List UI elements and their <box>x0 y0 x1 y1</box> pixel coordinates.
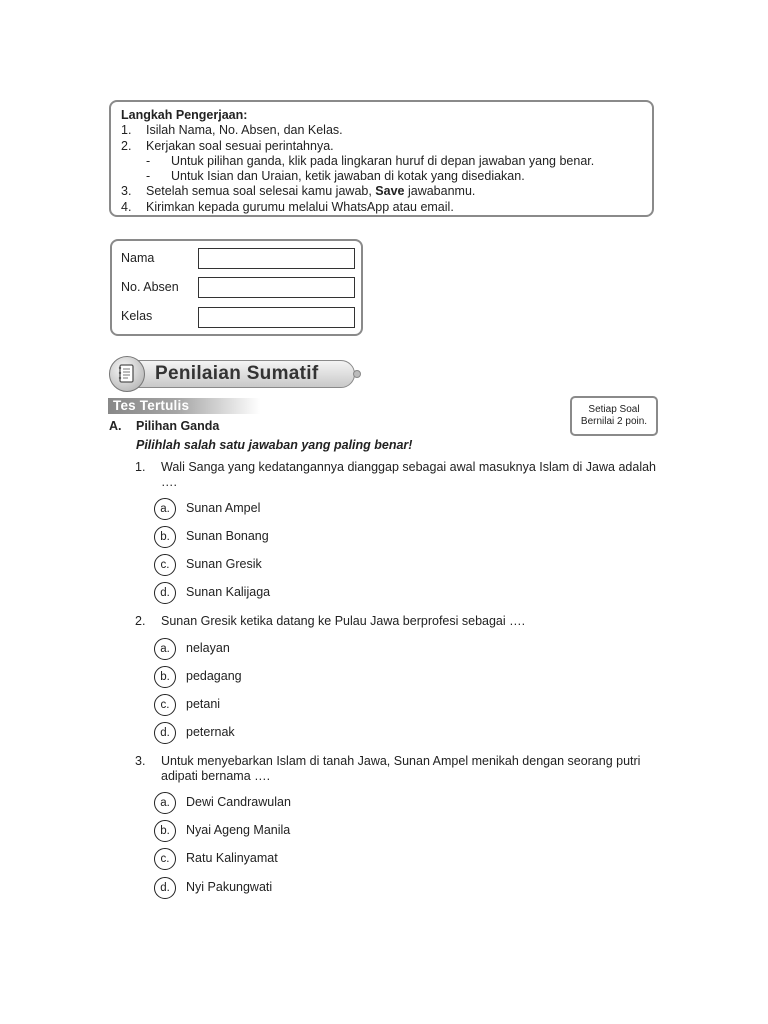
notebook-icon <box>109 356 145 392</box>
step-4 <box>121 200 642 215</box>
question-number: 2. <box>135 614 146 628</box>
instructions-box <box>109 100 654 217</box>
step-text: Kirimkan kepada gurumu melalui WhatsApp atau email. <box>146 199 454 214</box>
option-text: Dewi Candrawulan <box>186 795 291 809</box>
option-circle[interactable]: b. <box>154 526 176 548</box>
step-number: 4. <box>121 199 132 214</box>
question-number: 1. <box>135 460 146 474</box>
option-text: pedagang <box>186 669 242 683</box>
name-label: Nama <box>121 251 155 265</box>
option-circle[interactable]: c. <box>154 554 176 576</box>
option-circle[interactable]: a. <box>154 498 176 520</box>
substep-2 <box>121 169 642 184</box>
step-2 <box>121 139 642 154</box>
option-text: Sunan Bonang <box>186 529 269 543</box>
step-number: 1. <box>121 123 132 138</box>
absen-field[interactable] <box>198 277 355 298</box>
option-text: nelayan <box>186 641 230 655</box>
section-letter: A. <box>109 419 122 433</box>
option-text: petani <box>186 697 221 711</box>
option-text: Sunan Ampel <box>186 501 261 515</box>
question-number: 3. <box>135 754 146 768</box>
step-text-after: jawabanmu. <box>404 184 476 199</box>
points-line-1: Setiap Soal <box>588 404 640 415</box>
step-text-bold: Save <box>375 184 405 199</box>
substep-text: Untuk Isian dan Uraian, ketik jawaban di kotak yang disediakan. <box>171 169 525 184</box>
option-text: Sunan Gresik <box>186 557 262 571</box>
identity-box <box>110 239 363 336</box>
substep-dash: - <box>146 169 151 184</box>
subheading-text: Tes Tertulis <box>113 398 190 413</box>
option-circle[interactable]: a. <box>154 638 176 660</box>
option-text: Sunan Kalijaga <box>186 585 271 599</box>
step-1 <box>121 123 642 138</box>
option-circle[interactable]: b. <box>154 666 176 688</box>
question-text: Untuk menyebarkan Islam di tanah Jawa, Sunan Ampel menikah dengan seorang putri adipati bernama …. <box>161 754 641 783</box>
option-circle[interactable]: c. <box>154 694 176 716</box>
section-title: Pilihan Ganda <box>136 419 220 433</box>
points-box <box>570 396 658 436</box>
absen-label: No. Absen <box>121 280 179 294</box>
option-text: peternak <box>186 725 235 739</box>
step-text-before: Setelah semua soal selesai kamu jawab, <box>146 184 376 199</box>
step-text <box>146 184 475 199</box>
instructions-title: Langkah Pengerjaan: <box>121 108 248 122</box>
banner-dot <box>353 370 361 378</box>
question-text: Wali Sanga yang kedatangannya dianggap sebagai awal masuknya Islam di Jawa adalah …. <box>161 460 657 489</box>
option-text: Ratu Kalinyamat <box>186 851 278 865</box>
option-circle[interactable]: d. <box>154 582 176 604</box>
substep-1 <box>121 154 642 169</box>
step-number: 2. <box>121 138 132 153</box>
option-circle[interactable]: d. <box>154 877 176 899</box>
step-number: 3. <box>121 184 132 199</box>
step-text: Kerjakan soal sesuai perintahnya. <box>146 138 334 153</box>
banner-title: Penilaian Sumatif <box>155 363 319 384</box>
option-circle[interactable]: b. <box>154 820 176 842</box>
name-field[interactable] <box>198 248 355 269</box>
section-banner <box>109 356 361 392</box>
section-instruction: Pilihlah salah satu jawaban yang paling benar! <box>136 438 413 452</box>
option-text: Nyai Ageng Manila <box>186 823 291 837</box>
step-text: Isilah Nama, No. Absen, dan Kelas. <box>146 123 343 138</box>
subheading-strip <box>108 398 260 414</box>
substep-text: Untuk pilihan ganda, klik pada lingkaran huruf di depan jawaban yang benar. <box>171 153 595 168</box>
class-field[interactable] <box>198 307 355 328</box>
option-text: Nyi Pakungwati <box>186 880 273 894</box>
points-line-2: Bernilai 2 poin. <box>580 416 648 427</box>
option-circle[interactable]: c. <box>154 848 176 870</box>
question-text: Sunan Gresik ketika datang ke Pulau Jawa berprofesi sebagai …. <box>161 614 526 628</box>
option-circle[interactable]: a. <box>154 792 176 814</box>
class-label: Kelas <box>121 309 153 323</box>
option-circle[interactable]: d. <box>154 722 176 744</box>
substep-dash: - <box>146 153 151 168</box>
step-3 <box>121 184 642 199</box>
